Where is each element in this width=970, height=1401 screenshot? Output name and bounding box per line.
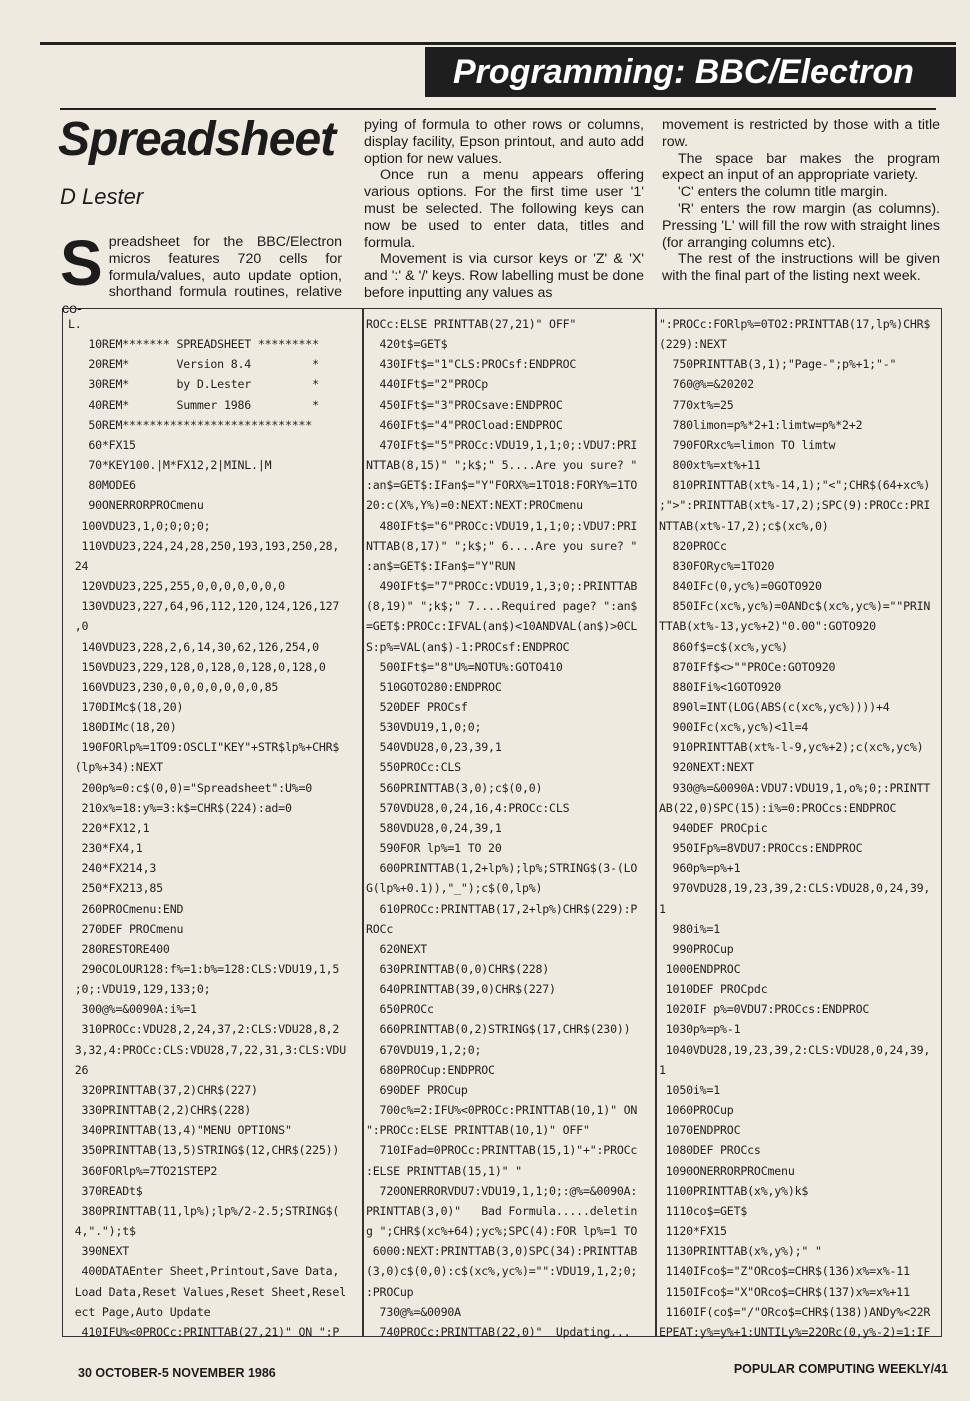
code-line: 620NEXT	[366, 941, 428, 956]
code-line: 1020IF p%=0VDU7:PROCcs:ENDPROC	[659, 1002, 870, 1017]
code-line: Load Data,Reset Values,Reset Sheet,Resel	[68, 1284, 346, 1299]
code-line: 300@%=&0090A:i%=1	[68, 1002, 197, 1017]
listing-column-2	[366, 314, 652, 1342]
code-line: 50REM****************************	[68, 417, 313, 432]
code-line: 930@%=&0090A:VDU7:VDU19,1,o%;0;:PRINTT	[659, 780, 931, 795]
code-line: 510GOTO280:ENDPROC	[366, 679, 502, 694]
code-line: 200p%=0:c$(0,0)="Spreadsheet":U%=0	[68, 780, 313, 795]
code-line: ;">":PRINTTAB(xt%-17,2);SPC(9):PROCc:PRI	[659, 498, 931, 513]
code-line: 520DEF PROCsf	[366, 699, 468, 714]
code-line: =GET$:PROCc:IFVAL(an$)<10ANDVAL(an$)>0CL	[366, 619, 638, 634]
code-line: AB(22,0)SPC(15):i%=0:PROCcs:ENDPROC	[659, 800, 897, 815]
code-line: :an$=GET$:IFan$="Y"FORX%=1TO18:FORY%=1TO	[366, 478, 638, 493]
intro-text: preadsheet for the BBC/Electron micros features 720 cells for formula/values, auto update option, shorthand formula routines, relative co-	[62, 234, 342, 318]
code-line: 590FOR lp%=1 TO 20	[366, 841, 502, 856]
paragraph: The space bar makes the program expect an input of an appropriate variety.	[662, 150, 940, 184]
code-line: :ELSE PRINTTAB(15,1)" "	[366, 1163, 522, 1178]
code-line: 100VDU23,1,0;0;0;0;	[68, 518, 211, 533]
code-line: 1160IF(co$="/"ORco$=CHR$(138))ANDy%<22R	[659, 1304, 931, 1319]
code-line: 30REM* by D.Lester *	[68, 377, 319, 392]
code-line: 720ONERRORVDU7:VDU19,1,1;0;:@%=&0090A:	[366, 1183, 638, 1198]
code-line: 850IFc(xc%,yc%)=0ANDc$(xc%,yc%)=""PRIN	[659, 599, 931, 614]
code-line: 730@%=&0090A	[366, 1304, 461, 1319]
code-line: 430IFt$="1"CLS:PROCsf:ENDPROC	[366, 357, 577, 372]
code-line: 500IFt$="8"U%=NOTU%:GOTO410	[366, 659, 563, 674]
code-line: 1130PRINTTAB(x%,y%);" "	[659, 1244, 822, 1259]
code-line: 210x%=18:y%=3:k$=CHR$(224):ad=0	[68, 800, 292, 815]
code-line: 24	[68, 558, 89, 573]
code-line: ;0;:VDU19,129,133;0;	[68, 982, 211, 997]
code-line: 110VDU23,224,24,28,250,193,193,250,28,	[68, 538, 340, 553]
code-line: 680PROCup:ENDPROC	[366, 1062, 495, 1077]
code-line: 750PRINTTAB(3,1);"Page-";p%+1;"-"	[659, 357, 897, 372]
code-line: 1110co$=GET$	[659, 1203, 748, 1218]
code-line: 70*KEY100.|M*FX12,2|MINL.|M	[68, 458, 272, 473]
code-line: 310PROCc:VDU28,2,24,37,2:CLS:VDU28,8,2	[68, 1022, 340, 1037]
code-line: 630PRINTTAB(0,0)CHR$(228)	[366, 962, 550, 976]
code-line: 870IFf$<>""PROCe:GOTO920	[659, 659, 836, 674]
paragraph: Once run a menu appears offering various options. For the first time user '1' must be selected. The following keys can now be used to enter data, titles and formula.	[364, 167, 644, 251]
code-line: 740PROCc:PRINTTAB(22,0)" Updating...	[366, 1324, 631, 1339]
code-line: 490IFt$="7"PROCc:VDU19,1,3;0;:PRINTTAB	[366, 579, 638, 594]
code-line: 830FORyc%=1TO20	[659, 558, 775, 573]
code-line: 1040VDU28,19,23,39,2:CLS:VDU28,0,24,39,	[659, 1042, 931, 1057]
paragraph: Movement is via cursor keys or 'Z' & 'X' and ':' & '/' keys. Row labelling must be done before inputting any values as	[364, 251, 644, 301]
code-line: 370READt$	[68, 1183, 143, 1198]
code-line: 180DIMc(18,20)	[68, 720, 177, 735]
code-line: 390NEXT	[68, 1244, 130, 1259]
code-line: 10REM******* SPREADSHEET *********	[68, 337, 319, 352]
code-line: 1	[659, 901, 666, 916]
code-line: 560PRINTTAB(3,0);c$(0,0)	[366, 780, 543, 795]
code-line: 270DEF PROCmenu	[68, 921, 184, 936]
code-line: 640PRINTTAB(39,0)CHR$(227)	[366, 982, 556, 997]
code-line: 670VDU19,1,2;0;	[366, 1042, 482, 1057]
code-line: 340PRINTTAB(13,4)"MENU OPTIONS"	[68, 1123, 292, 1138]
code-line: 440IFt$="2"PROCp	[366, 377, 489, 392]
code-line: 230*FX4,1	[68, 841, 143, 856]
code-line: 220*FX12,1	[68, 820, 150, 835]
code-line: :PROCup	[366, 1284, 414, 1299]
code-line: 810PRINTTAB(xt%-14,1);"<";CHR$(64+xc%)	[659, 478, 931, 493]
intro-paragraph	[60, 227, 342, 318]
code-line: ROCc	[366, 921, 394, 936]
code-line: 1030p%=p%-1	[659, 1022, 741, 1037]
code-line: NTTAB(xt%-17,2);c$(xc%,0)	[659, 518, 829, 533]
code-line: 980i%=1	[659, 921, 721, 936]
code-line: 950IFp%=8VDU7:PROCcs:ENDPROC	[659, 841, 863, 856]
code-line: 900IFc(xc%,yc%)<1l=4	[659, 720, 809, 735]
code-line: 60*FX15	[68, 437, 136, 452]
code-line: ":PROCc:ELSE PRINTTAB(10,1)" OFF"	[366, 1123, 590, 1138]
code-line: 40REM* Summer 1986 *	[68, 397, 319, 412]
code-line: 610PROCc:PRINTTAB(17,2+lp%)CHR$(229):P	[366, 901, 638, 916]
text-column-3	[662, 117, 940, 285]
code-line: 1080DEF PROCcs	[659, 1143, 761, 1158]
code-line: 840IFc(0,yc%)=0GOTO920	[659, 579, 822, 594]
code-line: 770xt%=25	[659, 397, 734, 412]
code-line: 880IFi%<1GOTO920	[659, 679, 782, 694]
code-line: 150VDU23,229,128,0,128,0,128,0,128,0	[68, 659, 326, 674]
code-line: (3,0)c$(0,0):c$(xc%,yc%)="":VDU19,1,2;0;	[366, 1264, 638, 1279]
listing-divider	[362, 308, 364, 1337]
code-line: EPEAT:y%=y%+1:UNTILy%=22ORc(0,y%-2)=1:IF	[659, 1324, 931, 1339]
section-header	[425, 47, 956, 97]
code-line: NTTAB(8,17)" ";k$;" 6....Are you sure? "	[366, 538, 638, 553]
code-line: 970VDU28,19,23,39,2:CLS:VDU28,0,24,39,	[659, 881, 931, 896]
code-line: 890l=INT(LOG(ABS(c(xc%,yc%))))+4	[659, 699, 890, 714]
section-title: Programming: BBC/Electron	[453, 53, 914, 91]
code-line: 360FORlp%=7TO21STEP2	[68, 1163, 218, 1178]
code-line: (lp%+34):NEXT	[68, 760, 163, 775]
paragraph: 'R' enters the row margin (as columns). Pressing 'L' will fill the row with straight lines (for arranging columns etc).	[662, 200, 940, 251]
code-line: 570VDU28,0,24,16,4:PROCc:CLS	[366, 800, 570, 815]
code-line: 960p%=p%+1	[659, 861, 741, 876]
paragraph: movement is restricted by those with a title row.	[662, 117, 940, 150]
code-line: 1060PROCup	[659, 1103, 734, 1118]
code-line: 170DIMc$(18,20)	[68, 699, 184, 714]
code-line: 530VDU19,1,0;0;	[366, 720, 482, 735]
code-line: 780limon=p%*2+1:limtw=p%*2+2	[659, 417, 863, 432]
code-line: 480IFt$="6"PROCc:VDU19,1,1;0;:VDU7:PRI	[366, 518, 638, 533]
listing-divider	[655, 308, 657, 1337]
code-line: 400DATAEnter Sheet,Printout,Save Data,	[68, 1264, 340, 1279]
code-line: 1140IFco$="Z"ORco$=CHR$(136)x%=x%-11	[659, 1264, 910, 1279]
code-line: NTTAB(8,15)" ";k$;" 5....Are you sure? "	[366, 458, 638, 473]
drop-cap: S	[60, 227, 103, 299]
code-line: 660PRINTTAB(0,2)STRING$(17,CHR$(230))	[366, 1022, 631, 1037]
code-line: 1010DEF PROCpdc	[659, 982, 768, 997]
code-line: 1120*FX15	[659, 1224, 727, 1239]
code-line: PRINTTAB(3,0)" Bad Formula.....deletin	[366, 1203, 638, 1218]
code-line: ect Page,Auto Update	[68, 1304, 211, 1319]
code-line: 1000ENDPROC	[659, 962, 741, 976]
listing-column-1	[68, 314, 360, 1342]
code-line: 1090ONERRORPROCmenu	[659, 1163, 795, 1178]
code-line: G(lp%+0.1)),"_");c$(0,lp%)	[366, 881, 543, 896]
code-line: 330PRINTTAB(2,2)CHR$(228)	[68, 1103, 252, 1118]
code-line: (229):NEXT	[659, 337, 727, 352]
code-line: TTAB(xt%-13,yc%+2)"0.00":GOTO920	[659, 619, 876, 634]
code-line: 820PROCc	[659, 538, 727, 553]
code-line: 1150IFco$="X"ORco$=CHR$(137)x%=x%+11	[659, 1284, 910, 1299]
code-line: S:p%=VAL(an$)-1:PROCsf:ENDPROC	[366, 639, 570, 654]
article-author: D Lester	[60, 184, 144, 209]
article-title: Spreadsheet	[58, 113, 336, 166]
text-column-2	[364, 117, 644, 302]
code-line: L.	[68, 317, 82, 331]
code-line: ,0	[68, 619, 89, 634]
top-rule	[40, 42, 956, 45]
code-line: 260PROCmenu:END	[68, 901, 184, 916]
code-line: 20:c(X%,Y%)=0:NEXT:NEXT:PROCmenu	[366, 498, 583, 513]
code-line: 580VDU28,0,24,39,1	[366, 820, 502, 835]
code-line: 20REM* Version 8.4 *	[68, 357, 319, 372]
code-line: 710IFad=0PROCc:PRINTTAB(15,1)"+":PROCc	[366, 1143, 638, 1158]
footer-date: 30 OCTOBER-5 NOVEMBER 1986	[78, 1366, 276, 1380]
code-line: 550PROCc:CLS	[366, 760, 461, 775]
code-line: 910PRINTTAB(xt%-l-9,yc%+2);c(xc%,yc%)	[659, 740, 924, 755]
code-line: 990PROCup	[659, 941, 734, 956]
code-line: 290COLOUR128:f%=1:b%=128:CLS:VDU19,1,5	[68, 962, 340, 976]
code-line: 320PRINTTAB(37,2)CHR$(227)	[68, 1082, 258, 1097]
code-line: 240*FX214,3	[68, 861, 157, 876]
code-line: 800xt%=xt%+11	[659, 458, 761, 473]
code-line: 1100PRINTTAB(x%,y%)k$	[659, 1183, 809, 1198]
code-line: 460IFt$="4"PROCload:ENDPROC	[366, 417, 563, 432]
header-underline	[60, 108, 936, 110]
code-line: 1	[659, 1062, 666, 1077]
code-line: 690DEF PROCup	[366, 1082, 468, 1097]
code-line: 130VDU23,227,64,96,112,120,124,126,127	[68, 599, 340, 614]
code-line: 1070ENDPROC	[659, 1123, 741, 1138]
paragraph: pying of formula to other rows or columns, display facility, Epson printout, and auto add option for new values.	[364, 117, 644, 167]
code-line: 700c%=2:IFU%<0PROCc:PRINTTAB(10,1)" ON	[366, 1103, 638, 1118]
code-line: 940DEF PROCpic	[659, 820, 768, 835]
code-line: 6000:NEXT:PRINTTAB(3,0)SPC(34):PRINTTAB	[366, 1244, 638, 1259]
code-line: 860f$=c$(xc%,yc%)	[659, 639, 788, 654]
paragraph: 'C' enters the column title margin.	[678, 184, 888, 201]
code-line: 470IFt$="5"PROCc:VDU19,1,1;0;:VDU7:PRI	[366, 437, 638, 452]
code-line: 420t$=GET$	[366, 337, 448, 352]
code-line: ROCc:ELSE PRINTTAB(27,21)" OFF"	[366, 317, 577, 331]
code-line: 280RESTORE400	[68, 941, 170, 956]
code-line: 450IFt$="3"PROCsave:ENDPROC	[366, 397, 563, 412]
code-line: 26	[68, 1062, 89, 1077]
code-line: 650PROCc	[366, 1002, 434, 1017]
listing-column-3	[659, 314, 941, 1342]
code-line: 90ONERRORPROCmenu	[68, 498, 204, 513]
code-line: 760@%=&20202	[659, 377, 754, 392]
intro-column	[60, 227, 342, 318]
code-line: 160VDU23,230,0,0,0,0,0,0,0,85	[68, 679, 279, 694]
code-line: 250*FX213,85	[68, 881, 163, 896]
code-line: (8,19)" ";k$;" 7....Required page? ":an$	[366, 599, 638, 614]
code-line: 3,32,4:PROCc:CLS:VDU28,7,22,31,3:CLS:VDU	[68, 1042, 346, 1057]
code-line: 190FORlp%=1TO9:OSCLI"KEY"+STR$lp%+CHR$	[68, 740, 340, 755]
code-line: 790FORxc%=limon TO limtw	[659, 437, 836, 452]
code-line: 380PRINTTAB(11,lp%);lp%/2-2.5;STRING$(	[68, 1203, 340, 1218]
code-line: :an$=GET$:IFan$="Y"RUN	[366, 558, 516, 573]
code-line: 4,".");t$	[68, 1224, 136, 1239]
code-line: 80MODE6	[68, 478, 136, 493]
code-line: 120VDU23,225,255,0,0,0,0,0,0,0	[68, 579, 285, 594]
code-line: 600PRINTTAB(1,2+lp%);lp%;STRING$(3-(LO	[366, 861, 638, 876]
footer-page: POPULAR COMPUTING WEEKLY/41	[733, 1362, 948, 1376]
code-line: 140VDU23,228,2,6,14,30,62,126,254,0	[68, 639, 319, 654]
code-line: g ";CHR$(xc%+64);yc%;SPC(4):FOR lp%=1 TO	[366, 1224, 638, 1239]
code-line: 540VDU28,0,23,39,1	[366, 740, 502, 755]
code-line: 410IFU%<0PROCc:PRINTTAB(27,21)" ON ":P	[68, 1324, 340, 1339]
code-line: 920NEXT:NEXT	[659, 760, 754, 775]
code-line: 1050i%=1	[659, 1082, 721, 1097]
paragraph: The rest of the instructions will be given with the final part of the listing next week.	[662, 251, 940, 285]
code-line: ":PROCc:FORlp%=0TO2:PRINTTAB(17,lp%)CHR$	[659, 317, 931, 331]
code-line: 350PRINTTAB(13,5)STRING$(12,CHR$(225))	[68, 1143, 340, 1158]
